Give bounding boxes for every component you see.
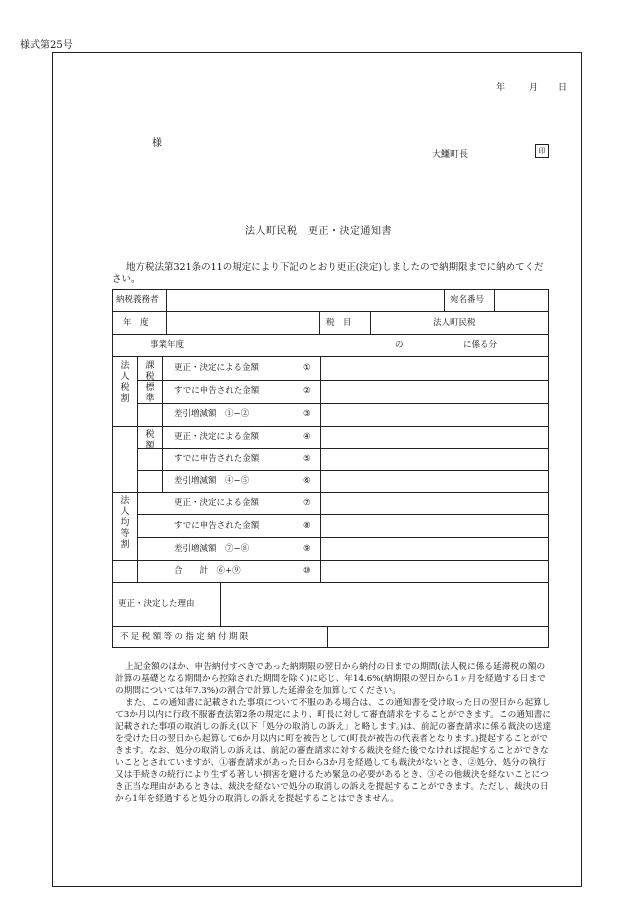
tax-base-group-label: 課税標準 xyxy=(145,361,155,404)
row-number: ⑧ xyxy=(303,521,311,531)
payment-deadline-label: 不足税額等の指定納付期限 xyxy=(120,632,251,642)
date-year: 年 xyxy=(496,83,506,93)
row-number: ③ xyxy=(303,409,311,419)
tax-notice-table xyxy=(112,289,549,648)
col-divider xyxy=(494,290,495,311)
col-divider xyxy=(327,626,328,648)
intro-text: 地方税法第321条の11の規定により下記のとおり更正(決定)しましたので納期限までに納めてください。 xyxy=(112,262,544,285)
notes-block xyxy=(115,661,552,805)
late-fee-note: 上記金額のほか、申告納付すべきであった納期限の翌日から納付の日までの期間(法人税に係る延滞税の額の計算の基礎となる期間から控除された期間を除く)に応じ、年14.6%(納期限の翌日から1ヶ月を経過する日までの期間については年7.3%)の割合で計算した延滞金を加算してください。 xyxy=(115,662,546,696)
col-divider xyxy=(137,356,138,582)
row-divider xyxy=(113,356,548,357)
corporate-tax-group-label: 法人税割 xyxy=(120,361,130,404)
row-divider xyxy=(113,560,548,561)
document-title: 法人町民税 更正・決定通知書 xyxy=(245,226,392,237)
row-label: すでに申告された金額 xyxy=(174,454,260,464)
row-divider xyxy=(137,380,548,381)
row-label: 差引増減額 ①−② xyxy=(174,409,250,419)
per-capita-group-label: 法人均等割 xyxy=(120,496,130,550)
row-number: ⑦ xyxy=(303,498,311,508)
row-label: すでに申告された金額 xyxy=(174,521,260,531)
row-number: ⑤ xyxy=(303,454,311,464)
col-divider xyxy=(166,311,167,334)
row-divider xyxy=(113,626,548,627)
row-number: ① xyxy=(303,363,311,373)
row-divider xyxy=(137,448,548,449)
row-label: 更正・決定による金額 xyxy=(174,363,260,373)
appeal-note: また、この通知書に記載された事項について不服のある場合は、この通知書を受け取った日の翌日から起算して3か月以内に行政不服審査法第2条の規定により、町長に対して審査請求をすることができます。この通知書に記載された事項の取消しの訴え(以下「処分の取消しの訴え」と略します。)は、前記の審査請求に係る裁決の送達を受けた日の翌日から起算して6か月以内に町を被告として(町長が被告の代表者となります。)提起することができます。なお、処分の取消しの訴えは、前記の審査請求に対する裁決を経た後でなければ提起することができないこととされていますが、①審査請求があった日から3か月を経過しても裁決がないとき、②処分、処分の執行又は手続きの続行により生ずる著しい損害を避けるため緊急の必要があるとき、③その他裁決を経ないことにつき正当な理由があるときは、裁決を経ないで処分の取消しの訴えを提起することができます。ただし、裁決の日から1年を経過すると処分の取消しの訴えを提起することはできません。 xyxy=(115,698,552,804)
row-number: ② xyxy=(303,386,311,396)
total-row-label: 合 計 ⑥+⑨ xyxy=(174,566,241,576)
row-label: 差引増減額 ⑦−⑧ xyxy=(174,544,250,554)
fiscal-year-label: 年 度 xyxy=(123,318,149,328)
addressee-suffix: 様 xyxy=(152,138,162,149)
row-divider xyxy=(137,403,548,404)
row-number: ⑥ xyxy=(303,476,311,486)
tax-amount-group-label: 税額 xyxy=(145,430,155,451)
business-year-label: 事業年度 xyxy=(150,340,185,350)
reason-label: 更正・決定した理由 xyxy=(118,599,195,609)
row-number: ④ xyxy=(303,432,311,442)
address-number-label: 宛名番号 xyxy=(450,295,485,305)
col-divider xyxy=(162,356,163,492)
row-label: すでに申告された金額 xyxy=(174,386,260,396)
business-year-suffix: に係る分 xyxy=(463,340,498,350)
col-divider xyxy=(220,582,221,626)
seal-mark: 印 xyxy=(535,144,549,158)
row-label: 更正・決定による金額 xyxy=(174,432,260,442)
col-divider xyxy=(444,290,445,311)
row-divider xyxy=(137,537,548,538)
date-day: 日 xyxy=(558,83,568,93)
row-divider xyxy=(137,514,548,515)
tax-item-value: 法人町民税 xyxy=(433,318,476,328)
tax-item-label: 税 目 xyxy=(326,318,352,328)
row-number: ⑨ xyxy=(303,544,311,554)
row-divider xyxy=(113,311,548,312)
row-label: 更正・決定による金額 xyxy=(174,498,260,508)
total-row-number: ⑩ xyxy=(303,566,311,576)
col-divider xyxy=(370,311,371,334)
row-divider xyxy=(113,582,548,583)
row-divider xyxy=(137,470,548,471)
date-month: 月 xyxy=(529,83,539,93)
row-divider xyxy=(113,426,548,427)
issuer-name: 大鱷町長 xyxy=(432,150,469,160)
col-divider xyxy=(319,311,320,334)
row-divider xyxy=(113,334,548,335)
business-year-connector: の xyxy=(395,340,404,350)
col-divider xyxy=(166,290,167,311)
taxpayer-label: 納税義務者 xyxy=(116,295,159,305)
col-divider xyxy=(320,356,321,582)
row-label: 差引増減額 ④−⑤ xyxy=(174,476,250,486)
form-number: 様式第25号 xyxy=(20,40,73,51)
row-divider xyxy=(113,492,548,493)
